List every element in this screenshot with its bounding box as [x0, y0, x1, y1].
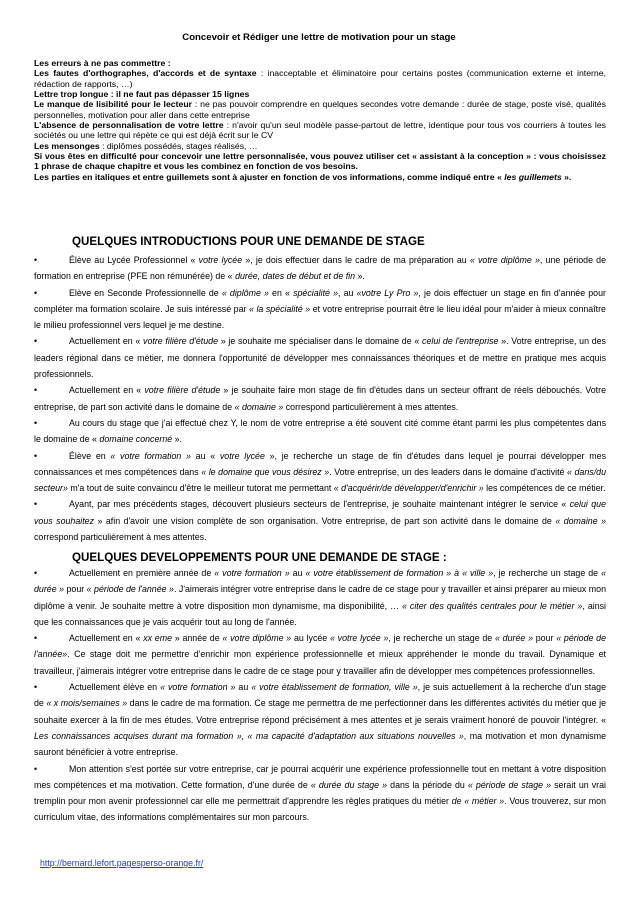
- intro-item: [34, 448, 606, 497]
- intro-list: [34, 252, 606, 545]
- intro-item: [34, 252, 606, 285]
- advice-paragraph-2: Les parties en italiques et entre guillemets sont à ajuster en fonction de vos informations, comme indiqué entre « les guillemets ».: [34, 171, 572, 182]
- errors-list: [34, 68, 606, 151]
- intro-item-text: Actuellement en « votre filière d'étude » je souhaite me spécialiser dans le domaine de « celui de l'entreprise ». Votre entreprise, un des leaders régional dans ce métier, me donnera l'opportunité de développer mes connaissances théoriques et de mettre en pratique mes acquis professionnels.: [34, 336, 606, 380]
- intro-item: [34, 496, 606, 545]
- bullet-icon: •: [34, 336, 38, 347]
- footer-link[interactable]: http://bernard.lefort.pagesperso-orange.fr/: [40, 858, 204, 868]
- intro-item-text: Élève au Lycée Professionnel « votre lycée », je dois effectuer dans le cadre de ma préparation au « votre diplôme », une période de formation en entreprise (PFE non rémunérée) de « durée, dates de début et de fin ».: [34, 255, 607, 282]
- dev-item: [34, 565, 606, 630]
- error-item: [34, 68, 606, 89]
- intro-heading: QUELQUES INTRODUCTIONS POUR UNE DEMANDE DE STAGE: [72, 235, 425, 248]
- error-item-text: : ne pas pouvoir comprendre en quelques secondes votre demande : durée de stage, poste visé, qualités personnelles, motivation pour aller dans cette entreprise: [34, 99, 606, 120]
- error-item-label: Le manque de lisibilité pour le lecteur: [34, 99, 193, 110]
- error-item: [34, 99, 606, 120]
- dev-list: [34, 565, 606, 826]
- dev-item-text: Mon attention s'est portée sur votre entreprise, car je pourrai acquérir une expérience professionnelle tout en mettant à votre disposition mes compétences et ma motivation. Cette formation, d'une durée de « durée du stage » dans la période du « période de stage » serait un vrai tremplin pour mon avenir professionnel car elle me permettrait d'apprendre les règles pratiques du métier de « métier ». Vous trouverez, sur mon curriculum vitae, des informations complémentaires sur mon parcours.: [34, 763, 607, 823]
- error-item-label: Lettre trop longue : il ne faut pas dépasser 15 lignes: [34, 89, 250, 100]
- bullet-icon: •: [34, 255, 38, 265]
- intro-item: [34, 333, 606, 382]
- dev-item-text: Actuellement en première année de « votre formation » au « votre établissement de formation » à « ville », je recherche un stage de « durée » pour « période de l'année ». J'aimerais intégrer votre entreprise dans le cadre de ce stage pour y travailler et ainsi préparer au mieux mon diplôme à venir. Je souhaite mettre à votre disposition mon dynamisme, ma disponibilité, … « citer des qualités centrales pour le métier », ainsi que les connaissances que je vais acquérir tout au long de l'année.: [34, 568, 607, 627]
- error-item: [34, 141, 606, 151]
- error-item-text: : diplômes possédés, stages réalisés, …: [99, 140, 258, 151]
- error-item: [34, 89, 606, 99]
- dev-item: [34, 630, 606, 679]
- intro-item-text: Ayant, par mes précédents stages, découvert plusieurs secteurs de l'entreprise, je souhaite maintenant intégrer le service « celui que vous souhaitez » afin d'avoir une vision complète de son organisation. Votre entreprise, de part son activité dans le domaine de « domaine » correspond particulièrement à mes attentes.: [34, 499, 606, 543]
- intro-item: [34, 382, 606, 415]
- intro-item-text: Élève en « votre formation » au « votre lycée », je recherche un stage de fin d'études dans lequel je pourrai développer mes connaissances et mes compétences dans « le domaine que vous désirez ». Votre entreprise, un des leaders dans le domaine d'activité « dans/du secteur» m'a tout de suite convaincu d'être le meilleur tutorat me permettant « d'acquérir/de développer/d'enrichir » les compétences de ce métier.: [34, 450, 607, 494]
- error-item-label: L'absence de personnalisation de votre lettre: [34, 120, 224, 131]
- errors-heading: Les erreurs à ne pas commettre :: [34, 58, 171, 68]
- bullet-icon: •: [34, 568, 38, 578]
- intro-item-text: Actuellement en « votre filière d'étude » je souhaite faire mon stage de fin d'études dans un secteur offrant de réels débouchés. Votre entreprise, de part son activité dans le domaine de « domaine » correspond particulièrement à mes attentes.: [34, 385, 606, 412]
- dev-item-text: Actuellement en « xx eme » année de « votre diplôme » au lycée « votre lycée », je recherche un stage de « durée » pour « période de l'année». Ce stage doit me permettre d'enrichir mon expérience professionnelle et mieux appréhender le monde du travail. Dynamique et travailleur, j'aimerais intégrer votre entreprise dans le cadre de ce stage pour y travailler afin de développer mes compétences professionnelles.: [34, 633, 607, 676]
- dev-item: [34, 679, 606, 760]
- intro-item-text: Elève en Seconde Professionnelle de « diplôme » en « spécialité », au «votre Ly Pro », je dois effectuer un stage en fin d'année pour compléter ma formation scolaire. Je suis intéressé par « la spécialité » et votre entreprise pourrait être le lieu idéal pour m'aider à mieux connaître le milieu professionnel vers lequel je me destine.: [34, 287, 606, 331]
- advice-paragraph: Si vous êtes en difficulté pour concevoir une lettre personnalisée, vous pouvez utiliser cet « assistant à la conception » : vous choisissez 1 phrase de chaque chapitre et vous les combinez en fonction de vos besoins.: [34, 151, 606, 172]
- bullet-icon: •: [34, 287, 38, 298]
- error-item: [34, 120, 606, 141]
- error-item-text: : n'avoir qu'un seul modèle passe-partout de lettre, identique pour tous vos courriers à toutes les sociétés ou une lettre qui répète ce qui est déjà écrit sur le CV: [34, 120, 606, 141]
- intro-item: [34, 285, 606, 334]
- error-item-text: : inacceptable et éliminatoire pour certains postes (communication externe et interne, rédaction de rapports, …): [34, 68, 606, 89]
- intro-item: [34, 415, 606, 448]
- bullet-icon: •: [34, 763, 38, 774]
- dev-heading: QUELQUES DEVELOPPEMENTS POUR UNE DEMANDE DE STAGE :: [72, 551, 447, 564]
- errors-section: [34, 58, 606, 182]
- dev-item: [34, 761, 606, 826]
- bullet-icon: •: [34, 417, 38, 428]
- page-title: Concevoir et Rédiger une lettre de motivation pour un stage: [182, 32, 456, 43]
- bullet-icon: •: [34, 499, 38, 510]
- error-item-label: Les fautes d'orthographes, d'accords et de syntaxe: [34, 68, 257, 79]
- bullet-icon: •: [34, 682, 38, 693]
- intro-item-text: Au cours du stage que j'ai effectué chez Y, le nom de votre entreprise a été souvent cité comme étant parmi les plus compétentes dans le domaine de « domaine concerné ».: [34, 417, 606, 445]
- bullet-icon: •: [34, 450, 38, 461]
- bullet-icon: •: [34, 633, 38, 644]
- bullet-icon: •: [34, 385, 38, 396]
- dev-item-text: Actuellement élève en « votre formation » au « votre établissement de formation, ville », je suis actuellement à la recherche d'un stage de « x mois/semaines » dans le cadre de ma formation. Ce stage me permettra de me perfectionner dans les différentes activités du métier que je souhaite exercer à la fin de mes études. Votre entreprise répond précisément à mes attentes et je serais vraiment honoré de pouvoir l'intégrer. « Les connaissances acquises durant ma formation », « ma capacité d'adaptation aux situations nouvelles », ma motivation et mon dynamisme sauront bénéficier à votre entreprise.: [34, 682, 606, 758]
- error-item-label: Les mensonges: [34, 140, 100, 151]
